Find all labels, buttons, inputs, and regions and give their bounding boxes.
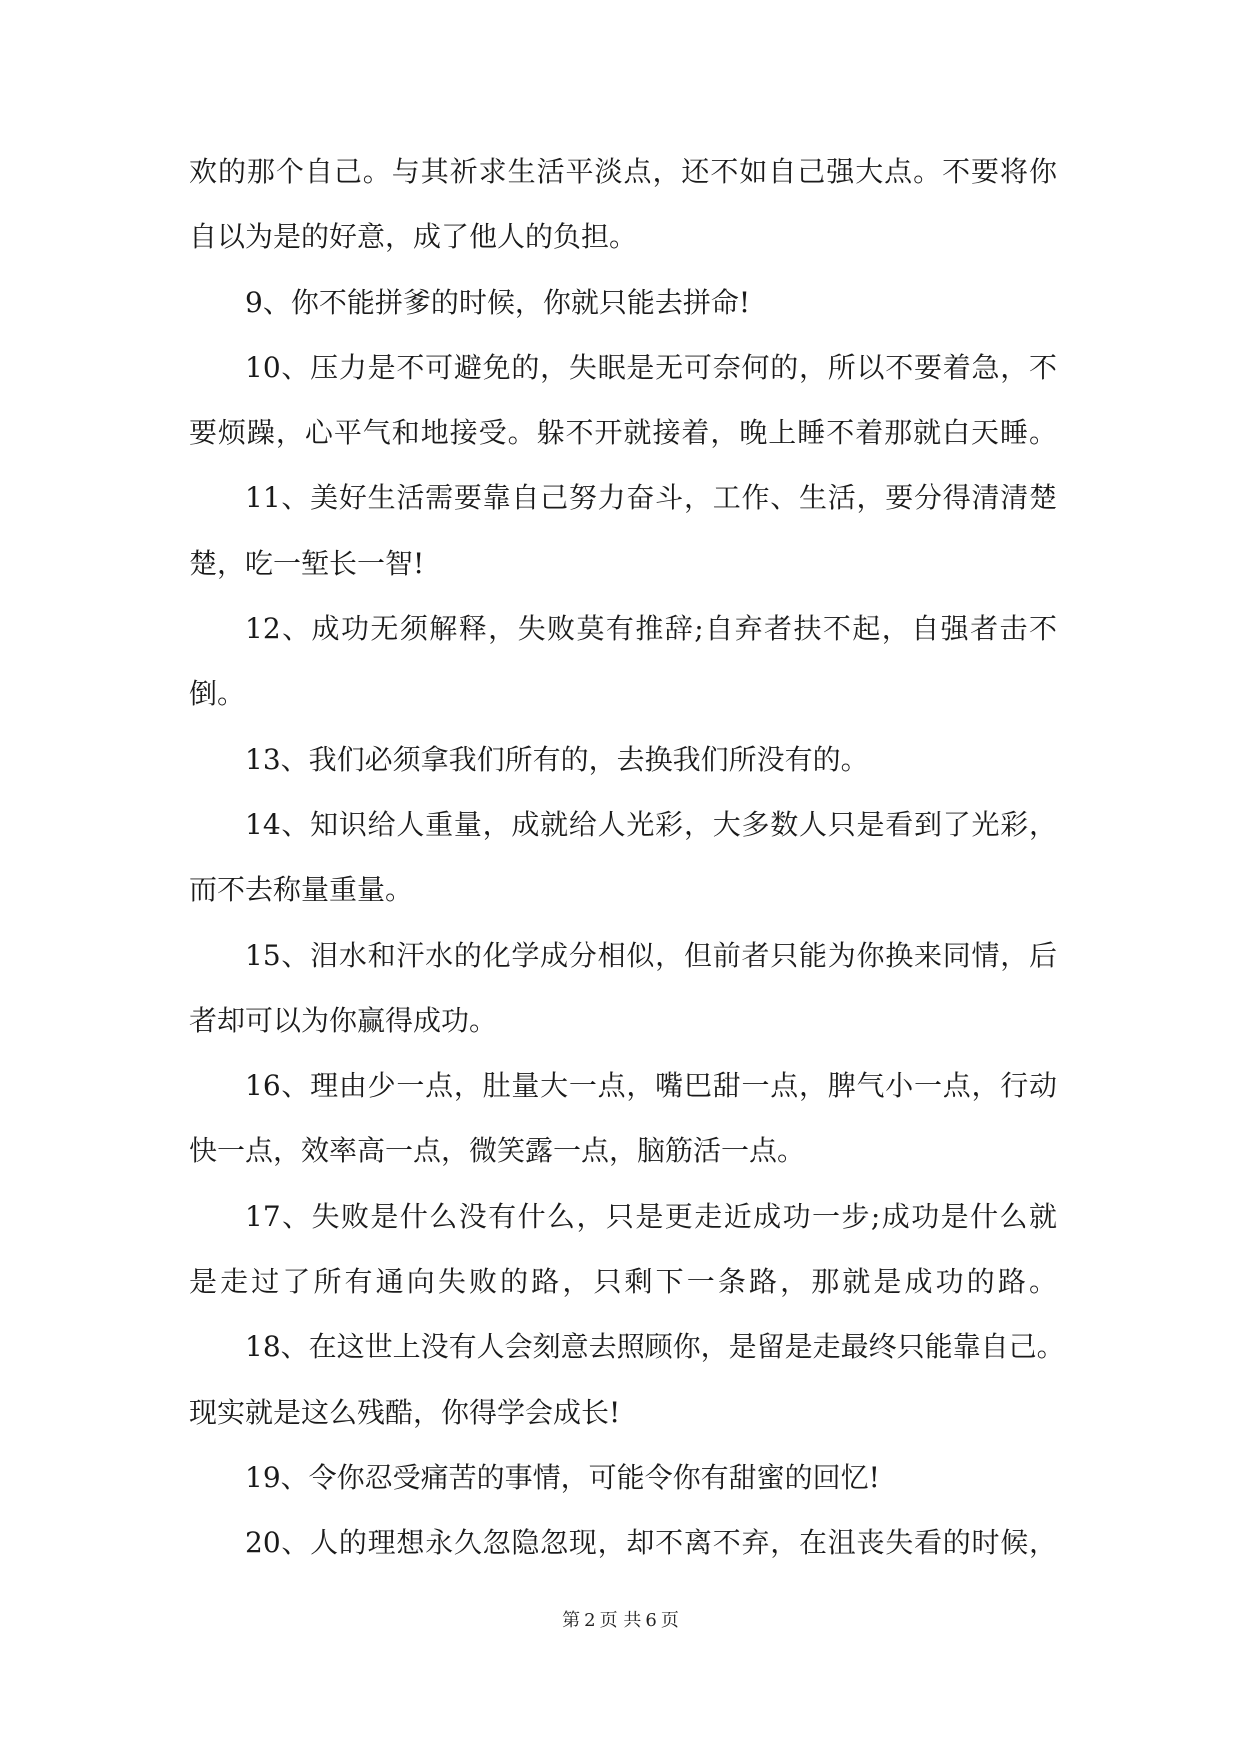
quote-item-20: 20、人的理想永久忽隐忽现，却不离不弃，在沮丧失看的时候， [245,1526,1057,1560]
text-line: 倒。 [189,677,246,711]
quote-item-19: 19、令你忍受痛苦的事情，可能令你有甜蜜的回忆! [245,1460,880,1494]
quote-item-15: 15、泪水和汗水的化学成分相似，但前者只能为你换来同情，后 [245,938,1057,972]
quote-item-9: 9、你不能拼爹的时候，你就只能去拼命! [245,285,751,319]
quote-item-17: 17、失败是什么没有什么，只是更走近成功一步;成功是什么就 [245,1199,1057,1233]
footer-suffix: 页 [660,1610,679,1631]
quote-item-16: 16、理由少一点，肚量大一点，嘴巴甜一点，脾气小一点，行动 [245,1069,1057,1103]
text-line: 者却可以为你赢得成功。 [189,1003,498,1037]
text-line: 快一点，效率高一点，微笑露一点，脑筋活一点。 [189,1134,806,1168]
text-line: 要烦躁，心平气和地接受。躲不开就接着，晚上睡不着那就白天睡。 [189,416,1057,450]
text-line: 是走过了所有通向失败的路，只剩下一条路，那就是成功的路。 [189,1265,1057,1299]
quote-item-18: 18、在这世上没有人会刻意去照顾你，是留是走最终只能靠自己。 [245,1330,1065,1364]
text-line: 而不去称量重量。 [189,873,414,907]
footer-prefix: 第 [562,1610,581,1631]
text-line: 现实就是这么残酷，你得学会成长! [189,1395,621,1429]
total-page-count: 6 [645,1610,657,1631]
quote-item-14: 14、知识给人重量，成就给人光彩，大多数人只是看到了光彩， [245,807,1057,841]
text-line: 欢的那个自己。与其祈求生活平淡点，还不如自己强大点。不要将你 [189,155,1057,188]
current-page-number: 2 [584,1610,596,1631]
document-body [189,155,1065,1593]
footer-middle: 页 共 [599,1610,642,1631]
text-line: 楚，吃一堑长一智! [189,546,425,580]
quote-item-13: 13、我们必须拿我们所有的，去换我们所没有的。 [245,742,869,776]
page-footer [0,1609,1241,1633]
text-line: 自以为是的好意，成了他人的负担。 [189,220,638,254]
quote-item-11: 11、美好生活需要靠自己努力奋斗，工作、生活，要分得清清楚 [245,481,1057,515]
quote-item-12: 12、成功无须解释，失败莫有推辞;自弃者扶不起，自强者击不 [245,612,1057,646]
quote-item-10: 10、压力是不可避免的，失眠是无可奈何的，所以不要着急，不 [245,350,1057,384]
